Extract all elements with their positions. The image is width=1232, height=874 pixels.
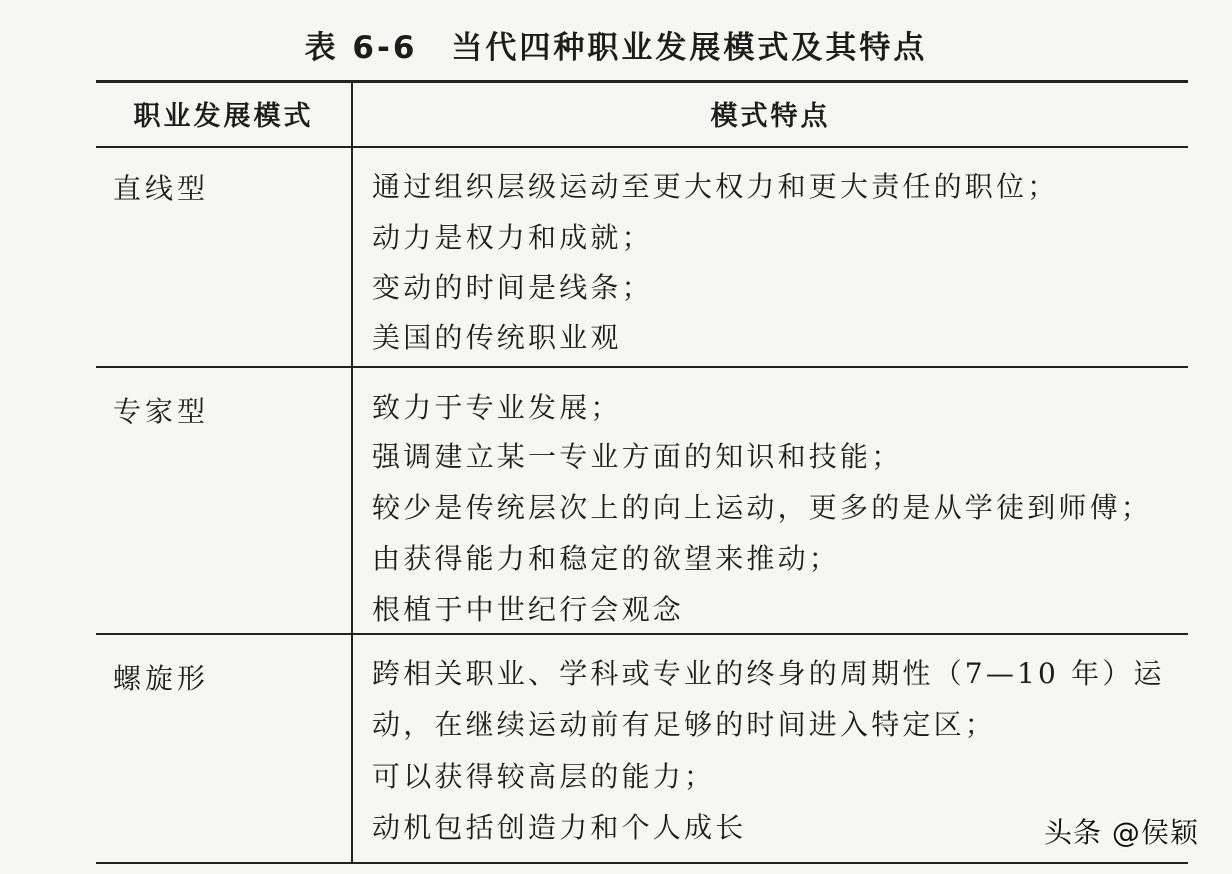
- mode-cell: 直线型: [113, 172, 210, 205]
- feature-line: 美国的传统职业观: [372, 321, 622, 354]
- header-rule: [96, 146, 1188, 148]
- feature-line: 跨相关职业、学科或专业的终身的周期性（7—10 年）运: [372, 657, 1165, 690]
- mode-cell: 专家型: [113, 395, 210, 428]
- top-rule: [96, 80, 1188, 83]
- feature-line: 通过组织层级运动至更大权力和更大责任的职位；: [372, 170, 1059, 203]
- feature-line: 可以获得较高层的能力；: [372, 760, 716, 793]
- feature-line: 动力是权力和成就；: [372, 221, 653, 254]
- row-divider: [96, 633, 1188, 635]
- mode-cell: 螺旋形: [113, 662, 210, 695]
- watermark: 头条 @侯颖: [1044, 816, 1199, 849]
- feature-line: 动机包括创造力和个人成长: [372, 811, 747, 844]
- feature-line: 变动的时间是线条；: [372, 271, 653, 304]
- table-title: [0, 22, 1232, 67]
- feature-line: 强调建立某一专业方面的知识和技能；: [372, 440, 903, 473]
- header-mode: 职业发展模式: [133, 101, 314, 132]
- feature-line: 较少是传统层次上的向上运动，更多的是从学徒到师傅；: [372, 491, 1153, 524]
- row-divider: [96, 366, 1188, 368]
- table-number: 表 6-6: [304, 30, 418, 66]
- bottom-rule: [96, 862, 1188, 864]
- header-features: 模式特点: [710, 101, 831, 132]
- table-title-text: 当代四种职业发展模式及其特点: [451, 30, 928, 66]
- feature-line: 动，在继续运动前有足够的时间进入特定区；: [372, 708, 997, 741]
- column-divider: [351, 83, 353, 862]
- feature-line: 根植于中世纪行会观念: [372, 593, 685, 626]
- feature-line: 致力于专业发展；: [372, 391, 622, 424]
- feature-line: 由获得能力和稳定的欲望来推动；: [372, 542, 841, 575]
